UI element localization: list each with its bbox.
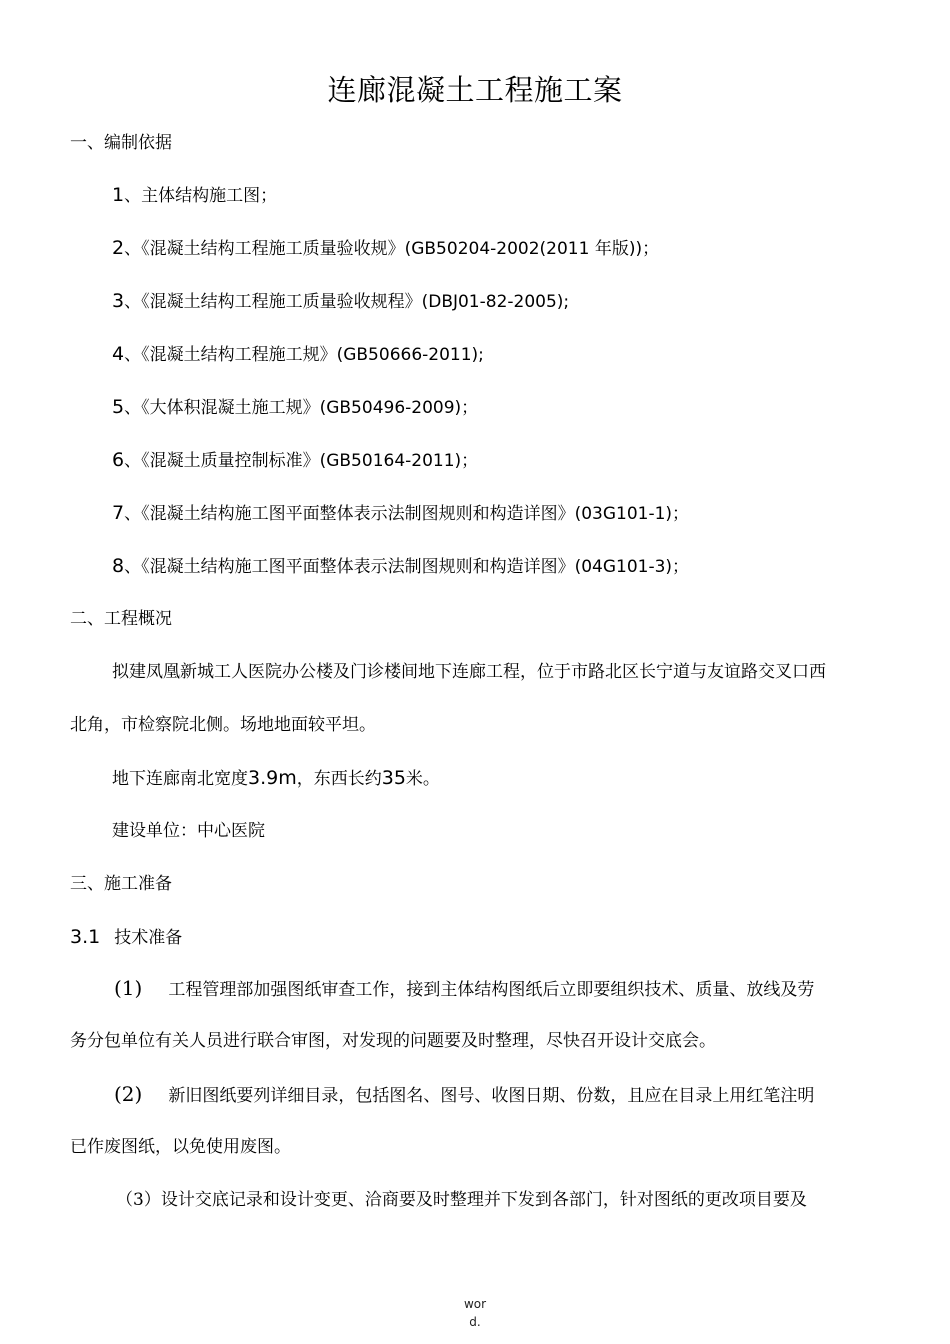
item-number: 1 [112, 184, 125, 206]
item-number: 2 [112, 237, 125, 259]
numbered-paragraph [114, 975, 814, 1003]
subsection-number: 3.1 [70, 926, 101, 948]
list-item [112, 182, 277, 209]
paragraph-dimensions [112, 765, 440, 792]
list-item [112, 553, 689, 580]
numbered-paragraph [114, 1081, 814, 1109]
numbered-paragraph [116, 1187, 807, 1213]
paragraph-marker: （3） [116, 1190, 161, 1210]
item-text: 、《混凝土结构施工图平面整体表示法制图规则和构造详图》(03G101-1)； [124, 504, 690, 524]
paragraph-line: 务分包单位有关人员进行联合审图，对发现的问题要及时整理，尽快召开设计交底会。 [70, 1031, 716, 1051]
item-text: 、《混凝土结构施工图平面整体表示法制图规则和构造详图》(04G101-3)； [124, 557, 690, 577]
item-text: 、《混凝土质量控制标准》(GB50164-2011)； [124, 451, 479, 471]
paragraph-line: 已作废图纸，以免使用废图。 [70, 1137, 291, 1157]
text-fragment: ，东西长约 [296, 769, 382, 789]
subsection-title: 技术准备 [114, 928, 183, 948]
text-fragment: 地下连廊南北宽度 [112, 769, 248, 789]
item-text: 、主体结构施工图； [124, 186, 278, 206]
footer-text-line2: d. [469, 1315, 481, 1329]
paragraph-marker: (1) [114, 976, 143, 1000]
item-text: 、《混凝土结构工程施工质量验收规程》(DBJ01-82-2005); [124, 292, 570, 312]
item-text: 、《混凝土结构工程施工规》(GB50666-2011); [124, 345, 484, 365]
paragraph-text: 工程管理部加强图纸审查工作，接到主体结构图纸后立即要组织技术、质量、放线及劳 [168, 980, 815, 1000]
section-heading-overview: 二、工程概况 [70, 609, 172, 629]
list-item [112, 341, 484, 368]
document-title: 连廊混凝土工程施工案 [327, 73, 623, 107]
paragraph-text: 新旧图纸要列详细目录，包括图名、图号、收图日期、份数，且应在目录上用红笔注明 [168, 1086, 815, 1106]
list-item [112, 394, 478, 421]
item-text: 、《混凝土结构工程施工质量验收规》(GB50204-2002(2011 年版))； [124, 239, 660, 259]
item-number: 4 [112, 343, 125, 365]
width-value: 3.9m [248, 767, 297, 789]
footer-text-line1: wor [463, 1297, 487, 1311]
list-item [112, 288, 569, 315]
item-text: 、《大体积混凝土施工规》(GB50496-2009)； [124, 398, 479, 418]
paragraph-text: 设计交底记录和设计变更、洽商要及时整理并下发到各部门，针对图纸的更改项目要及 [160, 1190, 807, 1210]
item-number: 7 [112, 502, 125, 524]
list-item [112, 235, 659, 262]
section-heading-basis: 一、编制依据 [70, 133, 172, 153]
paragraph-marker: (2) [114, 1082, 143, 1106]
list-item [112, 500, 689, 527]
item-number: 5 [112, 396, 125, 418]
section-heading-preparation: 三、施工准备 [70, 874, 172, 894]
paragraph-line: 北角，市检察院北侧。场地地面较平坦。 [70, 715, 376, 735]
paragraph-owner: 建设单位：中心医院 [112, 821, 265, 841]
item-number: 8 [112, 555, 125, 577]
list-item [112, 447, 478, 474]
text-fragment: 米。 [405, 769, 440, 789]
item-number: 6 [112, 449, 125, 471]
subsection-heading [70, 924, 182, 951]
length-value: 35 [381, 767, 406, 789]
item-number: 3 [112, 290, 125, 312]
paragraph-line: 拟建凤凰新城工人医院办公楼及门诊楼间地下连廊工程，位于市路北区长宁道与友谊路交叉口西 [112, 662, 826, 682]
